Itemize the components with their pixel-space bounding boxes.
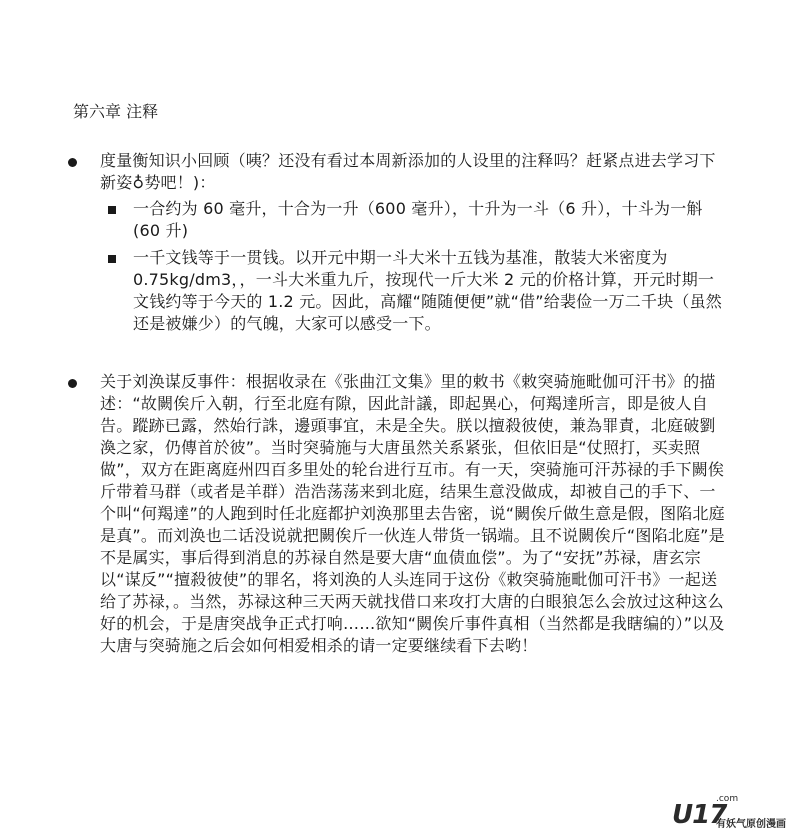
section-text: 度量衡知识小回顾（咦？还没有看过本周新添加的人设里的注释吗？赶紧点进去学习下新姿♁势吧！)： bbox=[100, 151, 716, 192]
bullet-icon bbox=[68, 158, 77, 167]
logo-tagline: 有妖气原创漫画 bbox=[716, 819, 786, 830]
sub-item-text: 一千文钱等于一贯钱。以开元中期一斗大米十五钱为基准，散装大米密度为 0.75kg/dm3，，一斗大米重九斤，按现代一斤大米 2 元的价格计算，开元时期一文钱约等于今天的 1.2 元。因此，高耀“随随便便”就“借”给裴俭一万二千块（虽然还是被嫌少）的气魄，大家可以感受一下。 bbox=[133, 248, 722, 333]
sub-item-text: 一合约为 60 毫升，十合为一升（600 毫升），十升为一斗（6 升），十斗为一斛(60 升) bbox=[133, 199, 703, 240]
u17-logo bbox=[672, 794, 790, 830]
chapter-title: 第六章 注释 bbox=[73, 102, 159, 121]
section-text: 关于刘涣谋反事件：根据收录在《张曲江文集》里的敕书《敕突骑施毗伽可汗书》的描述：“故闕俟斤入朝，行至北庭有隙，因此計議，即起異心，何羯達所言，即是彼人自告。蹤跡已露，然始行誅，邊頭事宜，未是全失。朕以擅殺彼使，兼為罪責，北庭破劉渙之家，仍傳首於彼”。当时突骑施与大唐虽然关系紧张，但依旧是“仗照打，买卖照做”，双方在距离庭州四百多里处的轮台进行互市。有一天，突骑施可汗苏禄的手下闕俟斤带着马群（或者是羊群）浩浩荡荡来到北庭，结果生意没做成，却被自己的手下、一个叫“何羯達”的人跑到时任北庭都护刘涣那里去告密，说“闕俟斤做生意是假，图陷北庭是真”。而刘涣也二话没说就把闕俟斤一伙连人带货一锅端。且不说闕俟斤“图陷北庭”是不是属实，事后得到消息的苏禄自然是要大唐“血债血偿”。为了“安抚”苏禄，唐玄宗以“谋反”“擅殺彼使”的罪名，将刘涣的人头连同于这份《敕突骑施毗伽可汗书》一起送给了苏禄，。当然，苏禄这种三天两天就找借口来攻打大唐的白眼狼怎么会放过这种这么好的机会，于是唐突战争正式打响……欲知“闕俟斤事件真相（当然都是我瞎编的）”以及大唐与突骑施之后会如何相爱相杀的请一定要继续看下去哟！ bbox=[100, 372, 725, 655]
square-bullet-icon bbox=[108, 255, 116, 263]
square-bullet-icon bbox=[108, 206, 116, 214]
logo-domain: .com bbox=[716, 794, 739, 804]
logo-main: U17 bbox=[672, 800, 727, 830]
bullet-icon bbox=[68, 379, 77, 388]
